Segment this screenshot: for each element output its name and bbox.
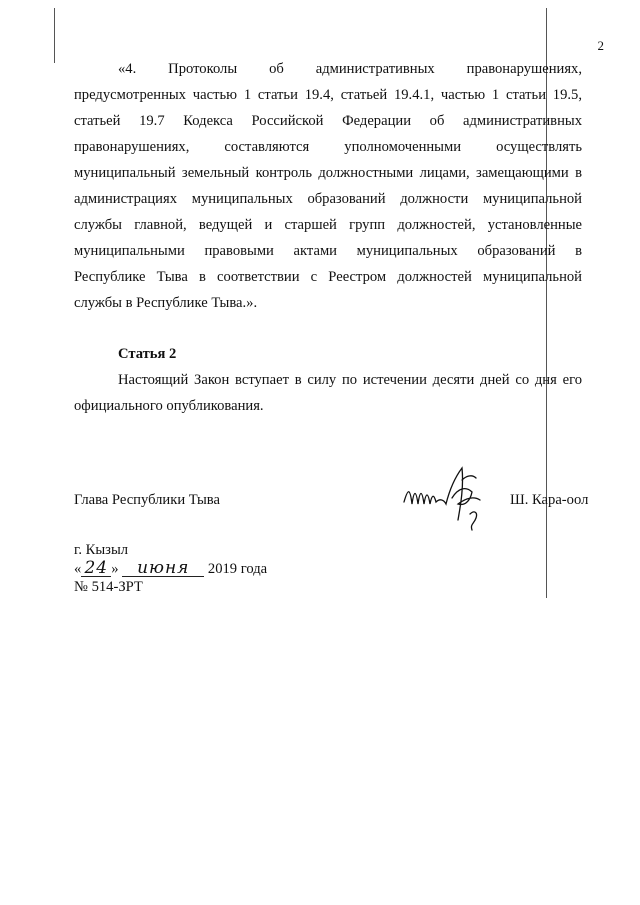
paragraph-line: службы в Республике Тыва.». [74,295,258,311]
paragraph-line: администрациях муниципальных образований должности муниципальной [74,191,582,207]
article-text-line: официального опубликования. [74,398,264,414]
page-number: 2 [597,38,604,53]
date-year: 2019 года [207,561,268,577]
date-close-quote: » [111,561,119,577]
article-text-line: Настоящий Закон вступает в силу по истечении десяти дней со дня его [118,372,582,388]
date-open-quote: « [74,561,82,577]
paragraph-line: статьей 19.7 Кодекса Российской Федерации об административных [74,113,582,129]
paragraph-line: муниципальными правовыми актами муниципальных образований в [74,243,582,259]
signature [400,458,500,543]
paragraph-line: предусмотренных частью 1 статьи 19.4, статьей 19.4.1, частью 1 статьи 19.5, [74,87,582,103]
paragraph-line: «4. Протоколы об административных правонарушениях, [118,61,582,77]
date-month: июня [122,560,204,577]
scan-line-left [54,8,55,63]
article-heading: Статья 2 [118,346,177,362]
paragraph-line: службы главной, ведущей и старшей групп должностей, установленные [74,217,582,233]
paragraph-line: правонарушениях, составляются уполномоченными осуществлять [74,139,582,155]
signatory-title: Глава Республики Тыва [74,492,220,508]
law-number: № 514-ЗРТ [74,579,143,595]
paragraph-line: Республике Тыва в соответствии с Реестром должностей муниципальной [74,269,582,285]
paragraph-line: муниципальный земельный контроль должностными лицами, замещающими в [74,165,582,181]
signatory-name: Ш. Кара-оол [510,492,589,508]
city: г. Кызыл [74,542,129,558]
date-day: 24 [81,560,111,577]
date-line [74,560,267,578]
